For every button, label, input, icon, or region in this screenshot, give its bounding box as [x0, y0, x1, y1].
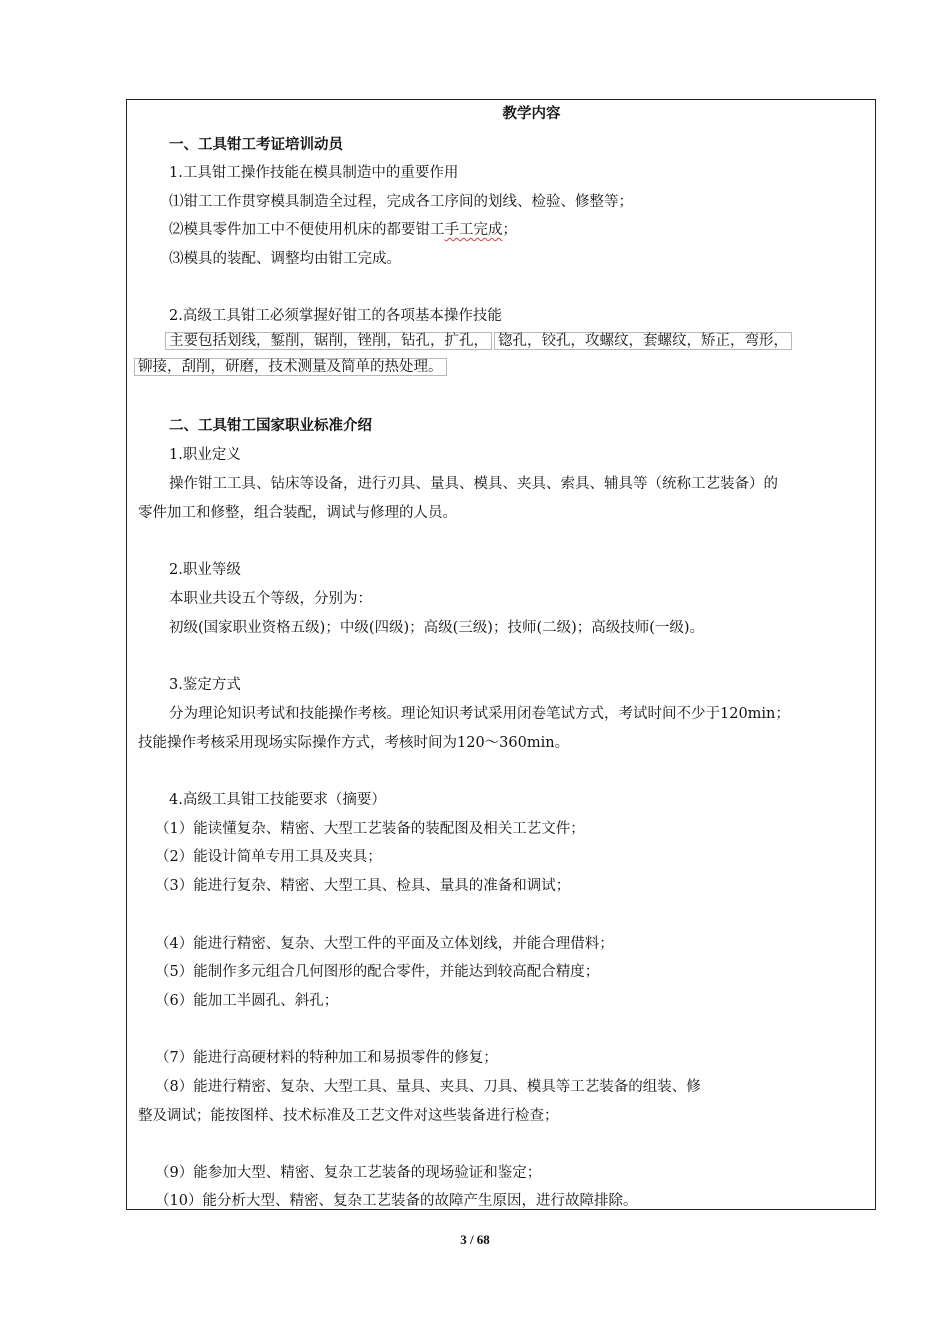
text-selection-box: 主要包括划线，錾削，锯削，锉削，钻孔，扩孔， [165, 332, 492, 350]
list-item: （4）能进行精密、复杂、大型工件的平面及立体划线，并能合理借料； [155, 936, 614, 952]
paragraph-text: ； [502, 222, 517, 238]
list-item: （7）能进行高硬材料的特种加工和易损零件的修复； [155, 1050, 498, 1066]
paragraph [138, 357, 447, 377]
section-heading-1: 一、工具钳工考证培训动员 [169, 137, 343, 153]
list-item: （10）能分析大型、精密、复杂工艺装备的故障产生原因，进行故障排除。 [155, 1193, 638, 1209]
section-heading-2: 二、工具钳工国家职业标准介绍 [169, 418, 372, 434]
paragraph: 操作钳工工具、钻床等设备，进行刃具、量具、模具、夹具、索具、辅具等（统称工艺装备）的 [169, 476, 778, 492]
text-selection-box: 锪孔，铰孔，攻螺纹，套螺纹，矫正，弯形， [494, 332, 792, 350]
item-title: 3.鉴定方式 [169, 677, 241, 693]
item-title: 2.职业等级 [169, 562, 241, 578]
item-title: 4.高级工具钳工技能要求（摘要） [169, 792, 386, 808]
spellcheck-underlined-text: 手工完成 [444, 222, 503, 238]
list-item: （3）能进行复杂、精密、大型工具、检具、量具的准备和调试； [155, 878, 571, 894]
text-selection-box: 铆接，刮削，研磨，技术测量及简单的热处理。 [134, 358, 447, 376]
list-item: （1）能读懂复杂、精密、大型工艺装备的装配图及相关工艺文件； [155, 821, 585, 837]
paragraph: 零件加工和修整，组合装配，调试与修理的人员。 [138, 505, 457, 521]
paragraph [169, 331, 792, 351]
paragraph: ⑴钳工工作贯穿模具制造全过程，完成各工序间的划线、检验、修整等； [169, 194, 633, 210]
list-item: （5）能制作多元组合几何图形的配合零件，并能达到较高配合精度； [155, 964, 600, 980]
item-title: 2.高级工具钳工必须掌握好钳工的各项基本操作技能 [169, 308, 502, 324]
list-item: （2）能设计简单专用工具及夹具； [155, 849, 382, 865]
paragraph: ⑶模具的装配、调整均由钳工完成。 [169, 251, 401, 267]
paragraph: 初级(国家职业资格五级)；中级(四级)；高级(三级)；技师(二级)；高级技师(一级)。 [169, 620, 705, 636]
list-item: （6）能加工半圆孔、斜孔； [155, 993, 339, 1009]
paragraph: 分为理论知识考试和技能操作考核。理论知识考试采用闭卷笔试方式，考试时间不少于120min； [169, 706, 790, 722]
paragraph: 本职业共设五个等级，分别为： [169, 591, 372, 607]
list-item: 整及调试；能按图样、技术标准及工艺文件对这些装备进行检查； [138, 1108, 559, 1124]
paragraph [169, 220, 517, 240]
list-item: （9）能参加大型、精密、复杂工艺装备的现场验证和鉴定； [155, 1165, 542, 1181]
item-title: 1.职业定义 [169, 447, 241, 463]
list-item: （8）能进行精密、复杂、大型工具、量具、夹具、刀具、模具等工艺装备的组装、修 [155, 1079, 701, 1095]
paragraph-text: ⑵模具零件加工中不便使用机床的都要钳工 [169, 222, 445, 238]
paragraph: 技能操作考核采用现场实际操作方式，考核时间为120～360min。 [138, 735, 570, 751]
document-title: 教学内容 [502, 106, 561, 122]
page-number: 3 / 68 [460, 1232, 490, 1247]
item-title: 1.工具钳工操作技能在模具制造中的重要作用 [169, 165, 459, 181]
